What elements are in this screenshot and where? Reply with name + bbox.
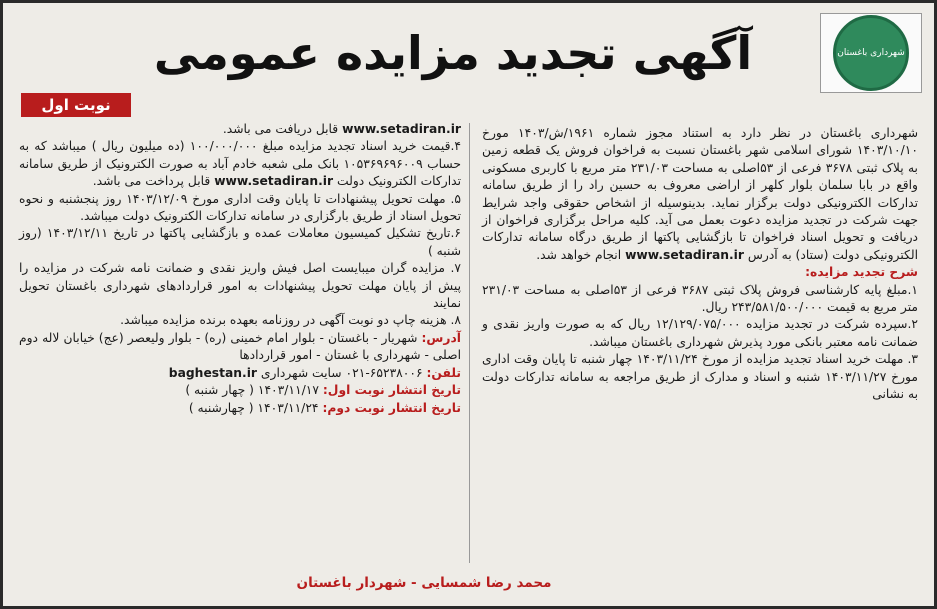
top-url: www.setadiran.ir [342, 122, 461, 136]
column-divider [469, 123, 470, 563]
intro-text: شهرداری باغستان در نظر دارد به استناد مجوز شماره ۱۹۶۱/ش/۱۴۰۳ مورخ ۱۴۰۳/۱۰/۱۰ شورای اسلامی شهر باغستان نسبت به فراخوان فروش یک قطعه زمین به پلاک ثبتی ۳۶۷۸ فرعی از ۵۳اصلی به مساحت ۲۳۱/۰۳ متر مربع با کاربری مسکونی واقع در بابا سلمان بلوار کلهر از اراضی معروف به حسین راد را از طریق سامانه تدارکات الکترونیکی دولت برگزار نماید. بدینوسیله از اشخاص حقوقی واجد شرایط جهت شرکت در تجدید مزایده دعوت بعمل می آید. کلیه مراحل برگزاری فراخوان از دریافت و تحویل اسناد فراخوان تا بازگشایی پاکتها از طریق درگاه سامانه تدارکات الکترونیکی دولت (ستاد) به آدرس [482, 126, 919, 262]
phone-text: ۶۵۲۳۸۰۰۶-۰۲۱ سایت شهرداری [260, 365, 423, 380]
signature: محمد رضا شمسایی - شهردار باغستان [296, 575, 552, 591]
address [19, 330, 461, 365]
round-badge: نوبت اول [21, 93, 131, 117]
item-2: ۲.سپرده شرکت در تجدید مزایده ۱۲/۱۲۹/۰۷۵/۰۰۰ ریال که به صورت واریز نقدی و ضمانت نامه معتبر بانکی مورد پذیرش شهرداری باغستان میباشد. [482, 317, 918, 349]
item-4-url: www.setadiran.ir [214, 174, 334, 189]
header [3, 3, 934, 95]
address-label: آدرس: [421, 330, 461, 345]
phone-label: تلفن: [426, 365, 461, 380]
left-column [19, 121, 461, 417]
address-text: شهریار - باغستان - بلوار امام خمینی (ره) - بلوار ولیعصر (عج) خیابان لاله دوم اصلی - شهرداری با غستان - امور قراردادها [19, 330, 461, 363]
intro-url: www.setadiran.ir [625, 247, 744, 262]
publish-date-1-value: ۱۴۰۳/۱۱/۱۷ ( چهار شنبه ) [185, 383, 319, 398]
top-text: قابل دریافت می باشد. [222, 122, 339, 136]
item-3: ۳. مهلت خرید اسناد تجدید مزایده از مورخ ۱۴۰۳/۱۱/۲۴ چهار شنبه تا پایان وقت اداری مورخ ۱۴۰۳/۱۱/۲۷ شنبه و اسناد و مدارک از طریق مراجعه به سامانه تدارکات دولت به نشانی [482, 352, 918, 402]
municipality-logo [820, 13, 922, 93]
phone [19, 365, 461, 382]
item-4-text: ۴.قیمت خرید اسناد تجدید مزایده مبلغ ۱۰۰/۰۰۰/۰۰۰ (ده میلیون ریال ) میباشد که به حساب ۱۰۵۳۶۹۶۹۶۰۰۹ بانک ملی شعبه خادم آباد به صورت الکترونیک از طریق سامانه تدارکات الکترونیک دولت [19, 139, 461, 189]
publish-date-2-label: تاریخ انتشار نوبت دوم: [322, 400, 461, 415]
item-1: ۱.مبلغ پایه کارشناسی فروش پلاک ثبتی ۳۶۸۷ فرعی از ۵۳اصلی به مساحت ۲۳۱/۰۳ متر مربع به قیمت ۲۴۳/۵۸۱/۵۰۰/۰۰۰ ریال. [482, 282, 918, 315]
top-line [19, 121, 461, 138]
item-4 [19, 138, 461, 190]
logo-text: شهرداری باغستان [837, 48, 905, 58]
section-title: شرح تجدید مزایده: [805, 265, 918, 280]
notice-title: آگهی تجدید مزایده عمومی [153, 26, 753, 80]
publish-date-1 [19, 382, 461, 399]
right-column [482, 125, 918, 404]
intro-end: انجام خواهد شد. [536, 247, 622, 262]
intro-paragraph [482, 125, 918, 264]
publish-date-1-label: تاریخ انتشار نوبت اول: [322, 383, 461, 398]
item-4-end: قابل پرداخت می باشد. [92, 174, 211, 189]
logo-emblem-icon [833, 15, 909, 91]
publish-date-2-value: ۱۴۰۳/۱۱/۲۴ ( چهارشنبه ) [188, 400, 319, 415]
item-6: ۶.تاریخ تشکیل کمیسیون معاملات عمده و بازگشایی پاکتها در تاریخ ۱۴۰۳/۱۲/۱۱ (روز شنبه ) [19, 226, 461, 258]
site-url: baghestan.ir [168, 365, 257, 380]
item-5: ۵. مهلت تحویل پیشنهادات تا پایان وقت اداری مورخ ۱۴۰۳/۱۲/۰۹ روز پنجشنبه و نحوه تحویل اسناد از طریق بارگزاری در سامانه تدارکات الکترونیک دولت میباشد. [19, 191, 461, 224]
item-7: ۷. مزایده گران میبایست اصل فیش واریز نقدی و ضمانت نامه شرکت در مزایده را پیش از پایان مهلت تحویل پیشنهادات به امور قراردادهای شهرداری باغستان تحویل نمایند [19, 261, 461, 311]
item-8: ۸. هزینه چاپ دو نوبت آگهی در روزنامه بعهده برنده مزایده میباشد. [120, 313, 461, 328]
publish-date-2 [19, 400, 461, 417]
